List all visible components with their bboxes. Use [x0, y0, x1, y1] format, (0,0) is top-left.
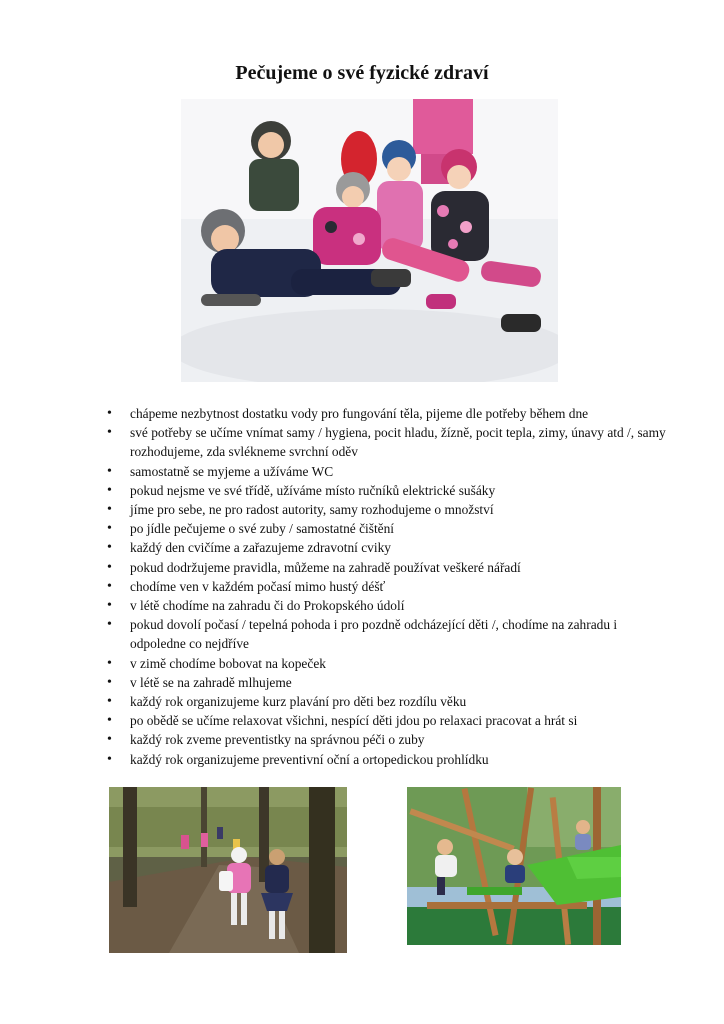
list-item: • v létě se na zahradě mlhujeme: [107, 673, 667, 692]
photo-children-forest-walk: [109, 787, 347, 953]
list-item: • každý rok zveme preventistky na správnou péči o zuby: [107, 730, 667, 749]
list-item: • v létě chodíme na zahradu či do Prokopského údolí: [107, 596, 667, 615]
list-item: • každý rok organizujeme kurz plavání pro děti bez rozdílu věku: [107, 692, 667, 711]
list-item: • své potřeby se učíme vnímat samy / hygiena, pocit hladu, žízně, pocit tepla, zimy, únavy atd /, samy rozhodujeme, zda svlékneme svrchní oděv: [107, 423, 667, 461]
list-item: • jíme pro sebe, ne pro radost autority, samy rozhodujeme o množství: [107, 500, 667, 519]
list-item: • každý den cvičíme a zařazujeme zdravotní cviky: [107, 538, 667, 557]
list-item: • chápeme nezbytnost dostatku vody pro fungování těla, pijeme dle potřeby během dne: [107, 404, 667, 423]
list-item: • pokud dodržujeme pravidla, můžeme na zahradě používat veškeré nářadí: [107, 558, 667, 577]
list-item: • každý rok organizujeme preventivní oční a ortopedickou prohlídku: [107, 750, 667, 769]
photo-children-playground: [407, 787, 621, 945]
list-item: • pokud dovolí počasí / tepelná pohoda i pro pozdně odcházející děti /, chodíme na zahradu i odpoledne co nejdříve: [107, 615, 667, 653]
page-title: Pečujeme o své fyzické zdraví: [235, 62, 489, 84]
list-item: • po jídle pečujeme o své zuby / samostatné čištění: [107, 519, 667, 538]
list-item: • v zimě chodíme bobovat na kopeček: [107, 654, 667, 673]
care-list: [107, 404, 667, 769]
list-item: • chodíme ven v každém počasí mimo hustý déšť: [107, 577, 667, 596]
list-item: • samostatně se myjeme a užíváme WC: [107, 462, 667, 481]
list-item: • pokud nejsme ve své třídě, užíváme místo ručníků elektrické sušáky: [107, 481, 667, 500]
list-item: • po obědě se učíme relaxovat všichni, nespící děti jdou po relaxaci pracovat a hrát si: [107, 711, 667, 730]
photo-children-sledding-snow: [181, 99, 558, 382]
